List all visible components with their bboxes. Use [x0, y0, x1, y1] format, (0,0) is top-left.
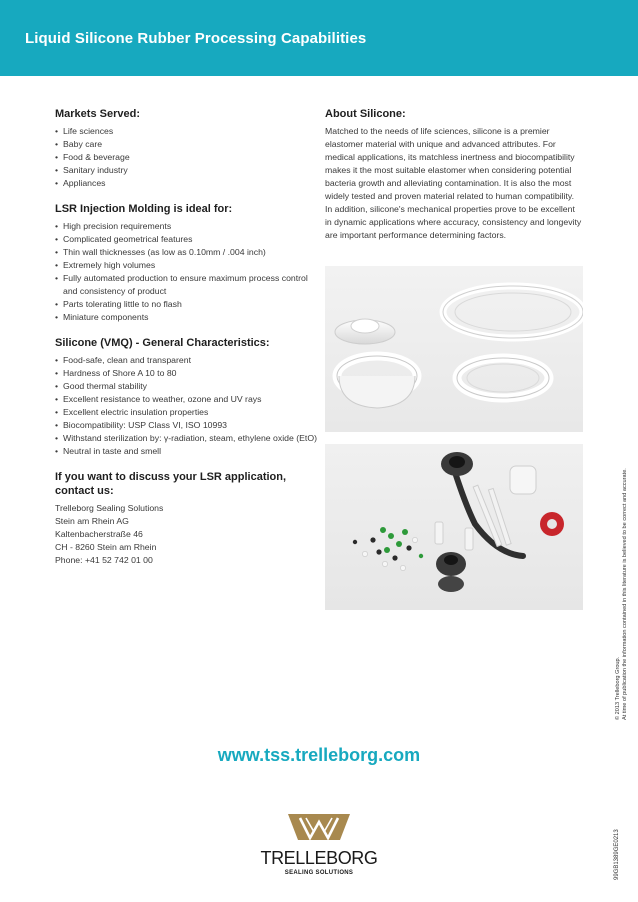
- list-item: • Parts tolerating little to no flash: [55, 298, 320, 311]
- about-heading: About Silicone:: [325, 108, 406, 120]
- injection-list: [55, 220, 320, 324]
- list-item: • Baby care: [55, 138, 320, 151]
- list-item: • Excellent resistance to weather, ozone and UV rays: [55, 393, 320, 406]
- contact-street: Kaltenbacherstraße 46: [55, 529, 143, 539]
- transparent-silicone-parts-illustration: [325, 266, 583, 432]
- injection-section: [55, 202, 320, 324]
- list-item: • Complicated geometrical features: [55, 233, 320, 246]
- molded-parts-photo: [325, 444, 583, 610]
- trelleborg-emblem-icon: [288, 814, 350, 844]
- copyright-note: [608, 420, 638, 720]
- markets-list: [55, 125, 320, 190]
- document-code: [612, 800, 632, 880]
- list-item: • Food & beverage: [55, 151, 320, 164]
- markets-section: [55, 107, 320, 190]
- list-item: • Appliances: [55, 177, 320, 190]
- trelleborg-logo: [254, 810, 384, 880]
- about-text: Matched to the needs of life sciences, silicone is a premier elastomer material with unique and advanced attributes. For medical applications, its matchless inertness and biocompatibility makes it the most suitable elastomer when considering potential bacteria growth and alleviating contamination. It is also the most widely tested and proven material related to human compatibility. In addition, silicone's mechanical properties prove to be excellent in dynamic applications where accuracy, consistency and longevity are important performance determining factors.: [325, 126, 582, 240]
- list-item: • Sanitary industry: [55, 164, 320, 177]
- characteristics-heading: Silicone (VMQ) - General Characteristics:: [55, 337, 270, 349]
- list-item: • Extremely high volumes: [55, 259, 320, 272]
- molded-silicone-components-illustration: [325, 444, 583, 610]
- list-item: • Excellent electric insulation properties: [55, 406, 320, 419]
- contact-company: Trelleborg Sealing Solutions: [55, 503, 164, 513]
- list-item: • Hardness of Shore A 10 to 80: [55, 367, 320, 380]
- page-title: Liquid Silicone Rubber Processing Capabilities: [25, 30, 367, 47]
- header-banner: [0, 0, 638, 76]
- list-item: • Withstand sterilization by: γ-radiation, steam, ethylene oxide (EtO): [55, 432, 320, 445]
- list-item: • Life sciences: [55, 125, 320, 138]
- left-column: [55, 107, 320, 567]
- list-item: • High precision requirements: [55, 220, 320, 233]
- logo-tagline: SEALING SOLUTIONS: [284, 870, 354, 876]
- list-item: • Miniature components: [55, 311, 320, 324]
- characteristics-list: [55, 354, 320, 458]
- list-item: • Food-safe, clean and transparent: [55, 354, 320, 367]
- contact-section: [55, 470, 320, 567]
- characteristics-section: [55, 336, 320, 458]
- logo-brand-text: TRELLEBORG: [260, 848, 378, 868]
- contact-city: CH - 8260 Stein am Rhein: [55, 542, 157, 552]
- markets-heading: Markets Served:: [55, 108, 140, 120]
- website-link[interactable]: www.tss.trelleborg.com: [217, 745, 421, 765]
- list-item: • Fully automated production to ensure maximum process control and consistency of product: [55, 272, 320, 298]
- list-item: • Neutral in taste and smell: [55, 445, 320, 458]
- list-item: • Good thermal stability: [55, 380, 320, 393]
- contact-phone: Phone: +41 52 742 01 00: [55, 555, 153, 565]
- injection-heading: LSR Injection Molding is ideal for:: [55, 203, 233, 215]
- transparent-parts-photo: [325, 266, 583, 432]
- contact-heading: If you want to discuss your LSR application, contact us:: [55, 471, 287, 497]
- document-code-text: 99GB1389GE0213: [614, 829, 620, 880]
- copyright-line: © 2013 Trelleborg Group.: [615, 656, 621, 720]
- list-item: • Biocompatibility: USP Class VI, ISO 10993: [55, 419, 320, 432]
- disclaimer-line: At time of publication the information contained in this literature is believed to be correct and accurate.: [622, 468, 628, 720]
- list-item: • Thin wall thicknesses (as low as 0.10mm / .004 inch): [55, 246, 320, 259]
- right-column: [325, 107, 583, 242]
- contact-entity: Stein am Rhein AG: [55, 516, 129, 526]
